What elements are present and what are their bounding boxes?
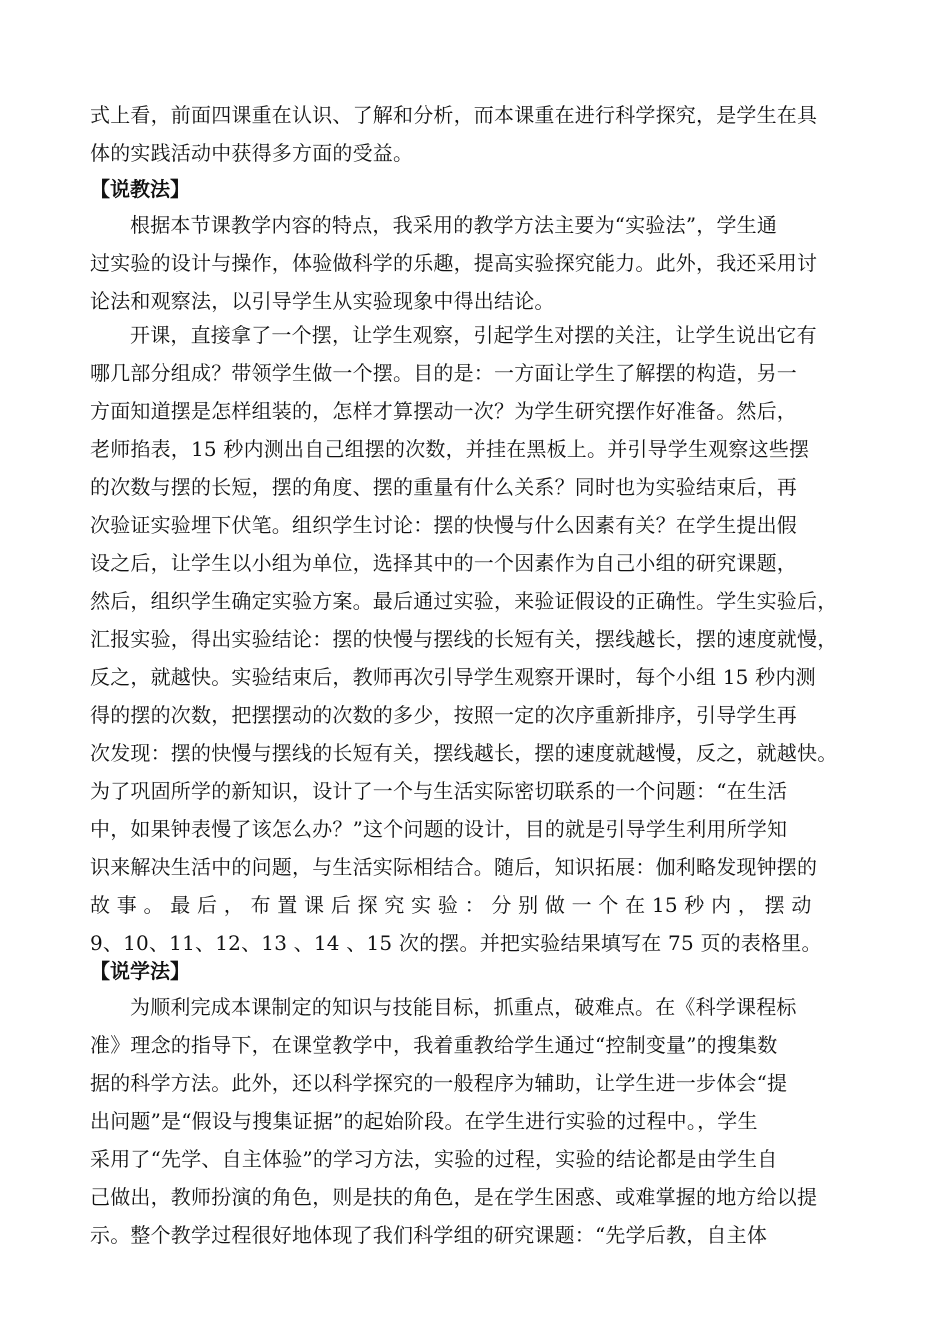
text-line: 老师掐表，15 秒内测出自己组摆的次数，并挂在黑板上。并引导学生观察这些摆 <box>90 437 810 461</box>
text-line: 为顺利完成本课制定的知识与技能目标，抓重点，破难点。在《科学课程标 <box>130 995 797 1019</box>
text-line: 己做出，教师扮演的角色，则是扶的角色，是在学生困惑、或难掌握的地方给以提 <box>90 1185 818 1209</box>
teaching-method-paragraph-2 <box>90 316 860 962</box>
text-line: 然后，组织学生确定实验方案。最后通过实验，来验证假设的正确性。学生实验后， <box>90 589 838 613</box>
teaching-method-paragraph-1 <box>90 206 860 320</box>
text-line: 次发现：摆的快慢与摆线的长短有关，摆线越长，摆的速度就越慢，反之，就越快。 <box>90 741 838 765</box>
text-line: 设之后，让学生以小组为单位，选择其中的一个因素作为自己小组的研究课题， <box>90 551 797 575</box>
text-line: 示。整个教学过程很好地体现了我们科学组的研究课题：“先学后教，自主体 <box>90 1223 768 1247</box>
text-line: 汇报实验，得出实验结论：摆的快慢与摆线的长短有关，摆线越长，摆的速度就慢， <box>90 627 838 651</box>
text-line: 出问题”是“假设与搜集证据”的起始阶段。在学生进行实验的过程中。，学生 <box>90 1109 758 1133</box>
text-line: 为了巩固所学的新知识，设计了一个与生活实际密切联系的一个问题：“在生活 <box>90 779 788 803</box>
text-line: 中，如果钟表慢了该怎么办？”这个问题的设计，目的就是引导学生利用所学知 <box>90 817 788 841</box>
text-line: 根据本节课教学内容的特点，我采用的教学方法主要为“实验法”，学生通 <box>130 213 778 237</box>
section-heading-learning-method: 【说学法】 <box>90 959 190 983</box>
text-line: 识来解决生活中的问题，与生活实际相结合。随后，知识拓展：伽利略发现钟摆的 <box>90 855 818 879</box>
text-line: 论法和观察法，以引导学生从实验现象中得出结论。 <box>90 289 555 313</box>
learning-method-paragraph-1 <box>90 988 860 1254</box>
text-line: 采用了“先学、自主体验”的学习方法，实验的过程，实验的结论都是由学生自 <box>90 1147 778 1171</box>
text-line: 9、10、11、12、13 、14 、15 次的摆。并把实验结果填写在 75 页的表格里。 <box>90 931 822 955</box>
text-line: 式上看，前面四课重在认识、了解和分析，而本课重在进行科学探究，是学生在具 <box>90 103 818 127</box>
section-heading-teaching-method: 【说教法】 <box>90 177 190 201</box>
text-line: 反之，就越快。实验结束后，教师再次引导学生观察开课时，每个小组 15 秒内测 <box>90 665 816 689</box>
text-line: 体的实践活动中获得多方面的受益。 <box>90 141 414 165</box>
text-line: 开课，直接拿了一个摆，让学生观察，引起学生对摆的关注，让学生说出它有 <box>130 323 817 347</box>
text-line: 哪几部分组成？带领学生做一个摆。目的是：一方面让学生了解摆的构造，另一 <box>90 361 797 385</box>
text-line: 方面知道摆是怎样组装的，怎样才算摆动一次？为学生研究摆作好准备。然后， <box>90 399 797 423</box>
text-line: 故 事 。 最 后 ， 布 置 课 后 探 究 实 验 ： 分 别 做 一 个 在 15 秒 内 ， 摆 动 <box>90 893 812 917</box>
text-line: 过实验的设计与操作，体验做科学的乐趣，提高实验探究能力。此外，我还采用讨 <box>90 251 818 275</box>
text-line: 准》理念的指导下，在课堂教学中，我着重教给学生通过“控制变量”的搜集数 <box>90 1033 778 1057</box>
text-line: 的次数与摆的长短，摆的角度、摆的重量有什么关系？同时也为实验结束后，再 <box>90 475 797 499</box>
intro-tail-paragraph <box>90 96 860 172</box>
text-line: 据的科学方法。此外，还以科学探究的一般程序为辅助，让学生进一步体会“提 <box>90 1071 788 1095</box>
text-line: 次验证实验埋下伏笔。组织学生讨论：摆的快慢与什么因素有关？在学生提出假 <box>90 513 797 537</box>
text-line: 得的摆的次数，把摆摆动的次数的多少，按照一定的次序重新排序，引导学生再 <box>90 703 797 727</box>
